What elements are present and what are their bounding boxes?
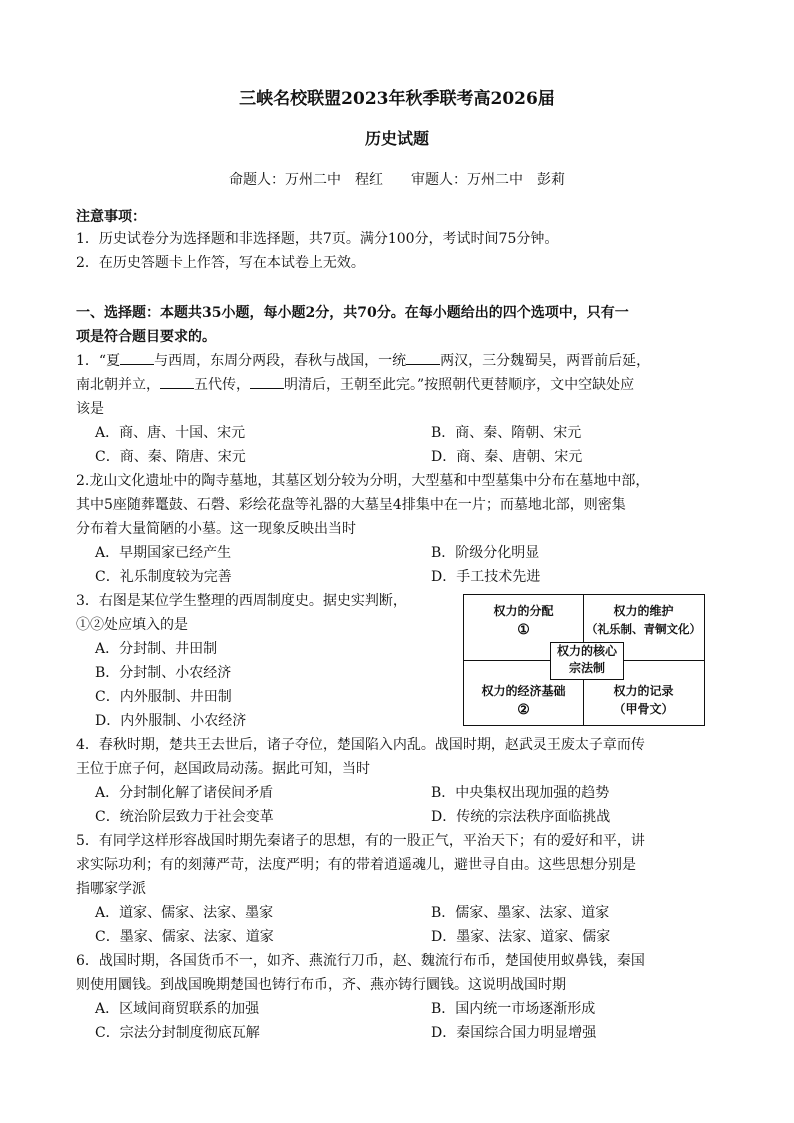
blank-marker-2: ② bbox=[517, 702, 530, 718]
option-b: B．阶级分化明显 bbox=[431, 545, 540, 561]
cell-sub: （甲骨文） bbox=[613, 702, 674, 716]
notice-item: 2．在历史答题卡上作答，写在本试卷上无效。 bbox=[76, 255, 365, 271]
option-c: C．墨家、儒家、法家、道家 bbox=[95, 929, 274, 945]
cell-label: 权力的记录 bbox=[613, 684, 674, 698]
option-a: A．分封制化解了诸侯间矛盾 bbox=[95, 785, 274, 801]
section-heading-cont: 项是符合题目要求的。 bbox=[76, 329, 216, 345]
question-1-text bbox=[76, 376, 634, 394]
q1-fragment: 1．“夏 bbox=[76, 353, 121, 369]
option-d: D．内外服制、小农经济 bbox=[95, 713, 247, 729]
option-c: C．统治阶层致力于社会变革 bbox=[95, 809, 274, 825]
question-5-text: 指哪家学派 bbox=[76, 881, 146, 897]
q1-fragment: 南北朝并立， bbox=[76, 377, 160, 393]
exam-subtitle: 历史试题 bbox=[364, 129, 429, 148]
q1-fragment: 五代传， bbox=[194, 377, 250, 393]
western-zhou-system-diagram bbox=[463, 594, 705, 726]
section-heading: 一、选择题：本题共35小题，每小题2分，共70分。在每小题给出的四个选项中，只有一 bbox=[76, 305, 629, 321]
core-box bbox=[550, 642, 624, 680]
answer-blank bbox=[160, 376, 194, 389]
question-6-text: 则使用圜钱。到战国晚期楚国也铸行布币，齐、燕亦铸行圜钱。这说明战国时期 bbox=[76, 977, 566, 993]
question-3-text: 3．右图是某位学生整理的西周制度史。据史实判断， bbox=[76, 593, 407, 609]
option-a: A．早期国家已经产生 bbox=[95, 545, 232, 561]
exam-title: 三峡名校联盟2023年秋季联考高2026届 bbox=[239, 89, 555, 109]
answer-blank bbox=[120, 352, 154, 365]
option-c: C．内外服制、井田制 bbox=[95, 689, 232, 705]
answer-blank bbox=[406, 352, 440, 365]
question-5-text: 求实际功利；有的刻薄严苛，法度严明；有的带着逍遥魂儿，避世寻自由。这些思想分别是 bbox=[76, 857, 636, 873]
question-2-text: 2.龙山文化遗址中的陶寺墓地，其墓区划分较为分明，大型墓和中型墓集中分布在墓地中部， bbox=[76, 473, 650, 489]
q1-fragment: 明清后，王朝至此完。”按照朝代更替顺序，文中空缺处应 bbox=[284, 377, 635, 393]
option-a: A．分封制、井田制 bbox=[95, 641, 218, 657]
answer-blank bbox=[250, 376, 284, 389]
blank-marker-1: ① bbox=[517, 622, 530, 638]
core-sub: 宗法制 bbox=[568, 661, 605, 675]
cell-power-record bbox=[584, 683, 703, 717]
option-a: A．道家、儒家、法家、墨家 bbox=[95, 905, 274, 921]
question-4-text: 4．春秋时期，楚共王去世后，诸子夺位，楚国陷入内乱。战国时期，赵武灵王废太子章而传 bbox=[76, 737, 645, 753]
option-b: B．商、秦、隋朝、宋元 bbox=[431, 425, 582, 441]
question-1-text bbox=[76, 352, 650, 370]
question-1-text: 该是 bbox=[76, 401, 104, 417]
q1-fragment: 与西周，东周分两段，春秋与战国，一统 bbox=[154, 353, 407, 369]
option-c: C．商、秦、隋唐、宋元 bbox=[95, 449, 246, 465]
option-c: C．宗法分封制度彻底瓦解 bbox=[95, 1025, 260, 1041]
option-a: A．商、唐、十国、宋元 bbox=[95, 425, 246, 441]
notice-item: 1．历史试卷分为选择题和非选择题，共7页。满分100分，考试时间75分钟。 bbox=[76, 231, 559, 247]
cell-sub: （礼乐制、青铜文化） bbox=[586, 622, 701, 636]
question-3-text: ①②处应填入的是 bbox=[76, 617, 188, 633]
cell-economic-base bbox=[464, 683, 583, 718]
q1-fragment: 两汉，三分魏蜀吴，两晋前后延， bbox=[440, 353, 651, 369]
option-d: D．传统的宗法秩序面临挑战 bbox=[431, 809, 611, 825]
option-b: B．中央集权出现加强的趋势 bbox=[431, 785, 610, 801]
option-d: D．墨家、法家、道家、儒家 bbox=[431, 929, 611, 945]
cell-label: 权力的维护 bbox=[613, 604, 674, 618]
option-c: C．礼乐制度较为完善 bbox=[95, 569, 232, 585]
cell-label: 权力的分配 bbox=[493, 604, 554, 618]
question-5-text: 5．有同学这样形容战国时期先秦诸子的思想，有的一股正气，平治天下；有的爱好和平，讲 bbox=[76, 833, 645, 849]
question-2-text: 分布着大量简陋的小墓。这一现象反映出当时 bbox=[76, 521, 356, 537]
question-4-text: 王位于庶子何，赵国政局动荡。据此可知，当时 bbox=[76, 761, 370, 777]
option-d: D．手工技术先进 bbox=[431, 569, 541, 585]
exam-authors: 命题人：万州二中 程红 审题人：万州二中 彭莉 bbox=[229, 172, 565, 188]
cell-power-distribution bbox=[464, 603, 583, 638]
option-b: B．分封制、小农经济 bbox=[95, 665, 232, 681]
notice-heading: 注意事项： bbox=[76, 209, 146, 225]
question-6-text: 6．战国时期，各国货币不一，如齐、燕流行刀币，赵、魏流行布币，楚国使用蚁鼻钱，秦国 bbox=[76, 953, 645, 969]
option-d: D．秦国综合国力明显增强 bbox=[431, 1025, 597, 1041]
core-label: 权力的核心 bbox=[556, 644, 617, 658]
cell-label: 权力的经济基础 bbox=[481, 684, 566, 698]
option-a: A．区域间商贸联系的加强 bbox=[95, 1001, 260, 1017]
option-b: B．儒家、墨家、法家、道家 bbox=[431, 905, 610, 921]
question-2-text: 其中5座随葬鼍鼓、石磬、彩绘花盘等礼器的大墓呈4排集中在一片；而墓地北部，则密集 bbox=[76, 497, 626, 513]
option-d: D．商、秦、唐朝、宋元 bbox=[431, 449, 583, 465]
cell-power-maintenance bbox=[584, 603, 703, 637]
option-b: B．国内统一市场逐渐形成 bbox=[431, 1001, 596, 1017]
